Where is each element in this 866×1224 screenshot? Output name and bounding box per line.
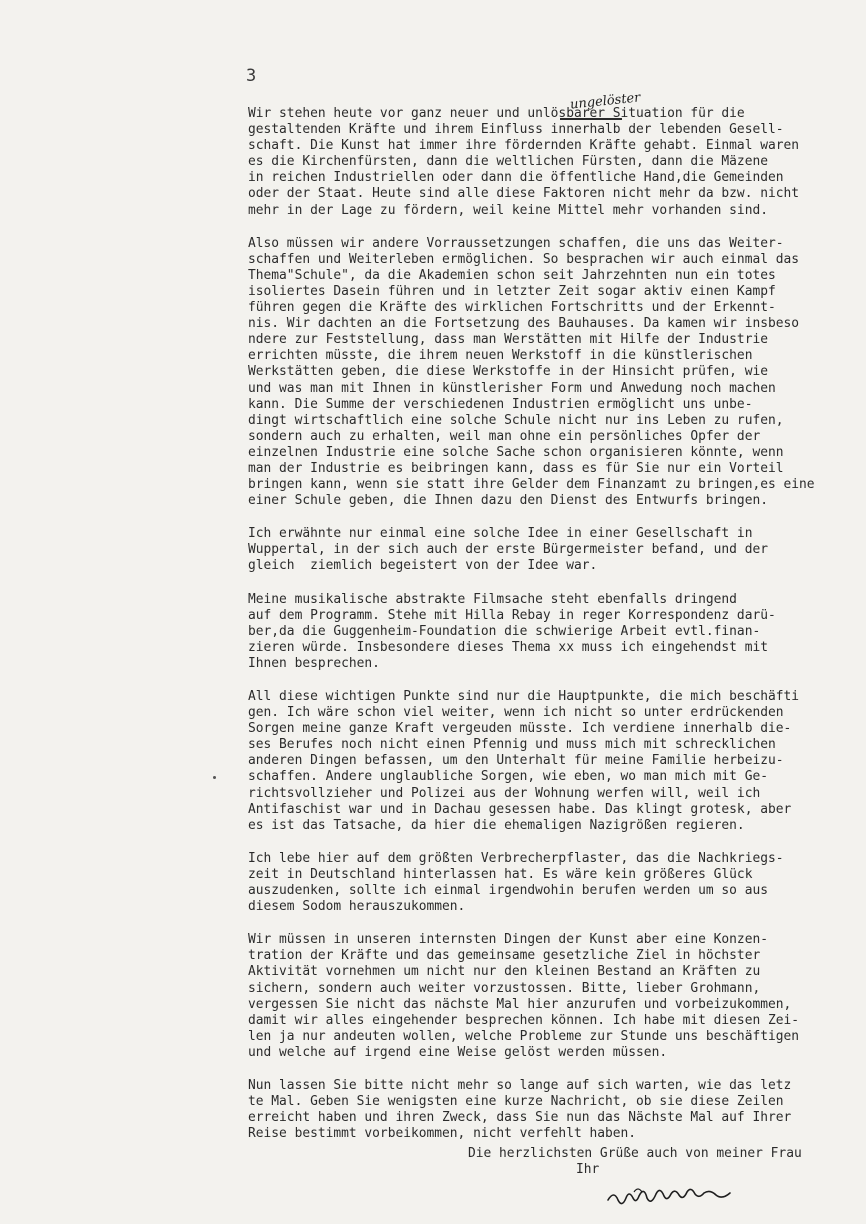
paragraph-4 — [248, 592, 860, 672]
text-line: anderen Dingen befassen, um den Unterhalt für meine Familie herbeizu- — [248, 753, 784, 769]
text-line: ses Berufes noch nicht einen Pfennig und muss mich mit schrecklichen — [248, 737, 776, 753]
text-line: schaft. Die Kunst hat immer ihre fördernden Kräfte gehabt. Einmal waren — [248, 138, 800, 154]
text-line: Sorgen meine ganze Kraft vergeuden müsste. Ich verdiene innerhalb die- — [248, 721, 792, 737]
paragraph-1 — [248, 106, 860, 219]
text-line: Nun lassen Sie bitte nicht mehr so lange auf sich warten, wie das letz — [248, 1077, 792, 1093]
text-line: sichern, sondern auch weiter vorzustossen. Bitte, lieber Grohmann, — [248, 980, 761, 996]
closing — [468, 1146, 802, 1178]
text-line: errichten müsste, die ihrem neuen Werkstoff in die künstlerischen — [248, 348, 753, 364]
text-line: bringen kann, wenn sie statt ihre Gelder dem Finanzamt zu bringen,es eine — [248, 477, 815, 493]
text-line: Thema"Schule", da die Akademien schon seit Jahrzehnten nun ein totes — [248, 267, 776, 283]
text-line: dingt wirtschaftlich eine solche Schule nicht nur ins Leben zu rufen, — [248, 412, 784, 428]
text-line: und was man mit Ihnen in künstlerisher Form und Anwedung noch machen — [248, 380, 776, 396]
text-line: Wuppertal, in der sich auch der erste Bürgermeister befand, und der — [248, 542, 768, 558]
text-line: ber,da die Guggenheim-Foundation die schwierige Arbeit evtl.finan- — [248, 623, 761, 639]
paragraph-8 — [248, 1078, 860, 1142]
text-line: oder der Staat. Heute sind alle diese Faktoren nicht mehr da bzw. nicht — [248, 186, 800, 202]
text-line: nis. Wir dachten an die Fortsetzung des Bauhauses. Da kamen wir insbeso — [248, 316, 800, 332]
text-line: te Mal. Geben Sie wenigsten eine kurze Nachricht, ob sie diese Zeilen — [248, 1094, 784, 1110]
text-line: diesem Sodom herauszukommen. — [248, 899, 466, 915]
paragraph-2 — [248, 236, 860, 510]
text-line: kann. Die Summe der verschiedenen Industrien ermöglicht uns unbe- — [248, 396, 753, 412]
text-line: Reise bestimmt vorbeikommen, nicht verfehlt haben. — [248, 1126, 637, 1142]
letter-body — [248, 106, 860, 1159]
paragraph-6 — [248, 851, 860, 915]
text-line: richtsvollzieher und Polizei aus der Wohnung werfen will, weil ich — [248, 785, 761, 801]
text-line: Aktivität vornehmen um nicht nur den kleinen Bestand an Kräften zu — [248, 964, 761, 980]
text-line: len ja nur andeuten wollen, welche Probleme zur Stunde uns beschäftigen — [248, 1028, 800, 1044]
text-line: Ihnen besprechen. — [248, 655, 380, 671]
text-line: Ich erwähnte nur einmal eine solche Idee in einer Gesellschaft in — [248, 526, 753, 542]
page-number: 3 — [246, 66, 257, 86]
text-line: gen. Ich wäre schon viel weiter, wenn ich nicht so unter erdrückenden — [248, 705, 784, 721]
text-line: mehr in der Lage zu fördern, weil keine Mittel mehr vorhanden sind. — [248, 202, 768, 218]
text-line: Ich lebe hier auf dem größten Verbrecherpflaster, das die Nachkriegs- — [248, 850, 784, 866]
text-line: führen gegen die Kräfte des wirklichen Fortschritts und der Erkennt- — [248, 300, 776, 316]
paragraph-7 — [248, 932, 860, 1061]
text-line: es ist das Tatsache, da hier die ehemaligen Nazigrößen regieren. — [248, 817, 745, 833]
handwritten-correction: ungelöster — [569, 90, 642, 113]
closing-line: Die herzlichsten Grüße auch von meiner Frau — [468, 1146, 802, 1161]
text-line: Meine musikalische abstrakte Filmsache steht ebenfalls dringend — [248, 591, 737, 607]
closing-salutation: Ihr — [576, 1162, 600, 1177]
handwritten-signature — [604, 1182, 764, 1210]
text-line: All diese wichtigen Punkte sind nur die Hauptpunkte, die mich beschäfti — [248, 689, 800, 704]
text-line: vergessen Sie nicht das nächste Mal hier anzurufen und vorbeizukommen, — [248, 996, 792, 1012]
text-line: Antifaschist war und in Dachau gesessen habe. Das klingt grotesk, aber — [248, 801, 792, 817]
text-line: in reichen Industriellen oder dann die öffentliche Hand,die Gemeinden — [248, 170, 784, 186]
text-line: tration der Kräfte und das gemeinsame gesetzliche Ziel in höchster — [248, 948, 761, 964]
paragraph-3 — [248, 526, 860, 574]
text-line: auszudenken, sollte ich einmal irgendwohin berufen werden um so aus — [248, 883, 768, 899]
text-line: gestaltenden Kräfte und ihrem Einfluss innerhalb der lebenden Gesell- — [248, 122, 784, 138]
text-line: ndere zur Feststellung, dass man Werstätten mit Hilfe der Industrie — [248, 332, 768, 348]
text-line: isoliertes Dasein führen und in letzter Zeit sogar aktiv einen Kampf — [248, 283, 776, 299]
margin-mark — [213, 776, 216, 779]
text-line: sondern auch zu erhalten, weil man ohne ein persönliches Opfer der — [248, 428, 761, 444]
text-line: einer Schule geben, die Ihnen dazu den Dienst des Entwurfs bringen. — [248, 493, 768, 509]
text-line: damit wir alles eingehender besprechen können. Ich habe mit diesen Zei- — [248, 1012, 800, 1028]
text-line: zeit in Deutschland hinterlassen hat. Es wäre kein größeres Glück — [248, 866, 753, 882]
text-line: und welche auf irgend eine Weise gelöst werden müssen. — [248, 1044, 668, 1060]
text-line: man der Industrie es beibringen kann, dass es für Sie nur ein Vorteil — [248, 460, 784, 476]
text-line: zieren würde. Insbesondere dieses Thema xx muss ich eingehendst mit — [248, 639, 768, 655]
text-line: schaffen. Andere unglaubliche Sorgen, wie eben, wo man mich mit Ge- — [248, 769, 768, 785]
text-line: Wir stehen heute vor ganz neuer und unlösbarer Situation für die — [248, 106, 745, 121]
text-line: Also müssen wir andere Vorraussetzungen schaffen, die uns das Weiter- — [248, 235, 784, 251]
text-line: auf dem Programm. Stehe mit Hilla Rebay in reger Korrespondenz darü- — [248, 607, 776, 623]
text-line: gleich ziemlich begeistert von der Idee war. — [248, 558, 598, 574]
text-line: erreicht haben und ihren Zweck, dass Sie nun das Nächste Mal auf Ihrer — [248, 1110, 792, 1126]
paragraph-5 — [248, 689, 860, 834]
text-line: einzelnen Industrie eine solche Sache schon organisieren könnte, wenn — [248, 444, 784, 460]
text-line: Wir müssen in unseren internsten Dingen der Kunst aber eine Konzen- — [248, 932, 768, 948]
text-line: schaffen und Weiterleben ermöglichen. So besprachen wir auch einmal das — [248, 251, 800, 267]
text-line: Werkstätten geben, die diese Werkstoffe in der Hinsicht prüfen, wie — [248, 364, 768, 380]
text-line: es die Kirchenfürsten, dann die weltlichen Fürsten, dann die Mäzene — [248, 154, 768, 170]
